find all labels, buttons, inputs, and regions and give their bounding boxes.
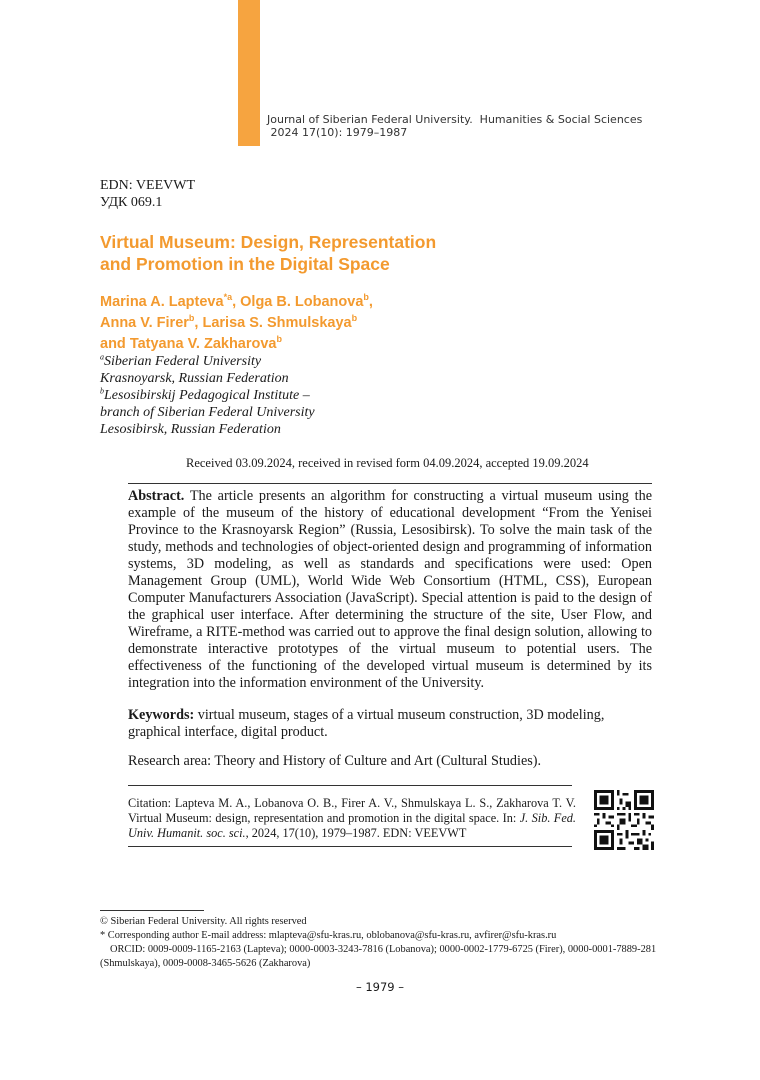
affiliation-text: Lesosibirskij Pedagogical Institute – [104, 388, 310, 403]
divider [128, 846, 572, 847]
keywords [128, 707, 652, 741]
author-line-2 [100, 313, 520, 334]
author-name: Tatyana V. Zakharova [129, 336, 277, 352]
orange-accent-bar [238, 0, 260, 146]
author-marker: b [363, 292, 369, 303]
footnotes [100, 915, 682, 971]
citation [128, 796, 576, 841]
footnote-divider [100, 910, 204, 911]
author-name: Olga B. Lobanova [240, 294, 364, 310]
affiliation-b-line-2: branch of Siberian Federal University [100, 405, 315, 420]
author-and: and [100, 336, 130, 352]
abstract-text: The article presents an algorithm for constructing a virtual museum using the example of the museum of the history of educational development “From the Yenisei Province to the Krasnoyarsk Region” (Russia, Lesosibirsk). To solve the main task of the study, methods and technologies of object-oriented design and programming of information systems, 3D modeling, as well as standards and specifications were used: Open Management Group (UML), World Wide Web Consortium (HTML, CSS), European Computer Manufacturers Association (JavaScript). Special attention is paid to the design of the graphical user interface. After determining the structure of the site, User Flow, and Wireframe, a RITE-method was carried out to approve the final design solution, allowing to demonstrate interactive prototypes of the virtual museum to potential users. The effectiveness of the functioning of the developed virtual museum is determined by its integration into the information environment of the University. [128, 488, 652, 691]
author-name: Anna V. Firer [100, 315, 189, 331]
abstract [128, 488, 652, 692]
affiliation-b-line-3: Lesosibirsk, Russian Federation [100, 422, 281, 437]
citation-text: , 2024, 17(10), 1979–1987. EDN: VEEVWT [245, 826, 467, 840]
journal-header [267, 113, 642, 139]
author-marker: b [188, 313, 195, 324]
title-line-1: Virtual Museum: Design, Representation [100, 232, 437, 252]
author-marker: *a [223, 292, 233, 303]
abstract-label: Abstract. [128, 488, 185, 504]
keywords-text: virtual museum, stages of a virtual museum construction, 3D modeling, graphical interface, digital product. [128, 707, 605, 740]
affiliations [100, 353, 315, 438]
citation-journal: J. Sib. Fed. Univ. Humanit. soc. sci. [128, 811, 576, 840]
author-name: Larisa S. Shmulskaya [202, 315, 352, 331]
divider [128, 483, 652, 484]
affiliation-text: Siberian Federal University [104, 354, 262, 369]
author-separator: , [368, 294, 373, 310]
copyright-note: © Siberian Federal University. All rights reserved [100, 916, 307, 927]
research-area: Research area: Theory and History of Culture and Art (Cultural Studies). [128, 753, 542, 769]
author-marker: b [276, 334, 282, 345]
author-marker: b [351, 313, 358, 324]
udk-code: УДК 069.1 [100, 195, 163, 210]
received-dates: Received 03.09.2024, received in revised form 04.09.2024, accepted 19.09.2024 [186, 456, 589, 470]
author-list [100, 292, 520, 355]
orcid-note: ORCID: 0009-0009-1165-2163 (Lapteva); 0000-0003-3243-7816 (Lobanova); 0000-0002-1779-6725 (Firer), 0000-0001-7889-281 (Shmulskaya), 0009-0008-3465-5626 (Zakharova) [100, 944, 657, 969]
journal-line-2: 2024 17(10): 1979–1987 [267, 126, 408, 139]
author-separator: , [194, 315, 203, 331]
page-number: – 1979 – [355, 980, 405, 994]
author-name: Marina A. Lapteva [100, 294, 224, 310]
author-line-1 [100, 292, 520, 313]
qr-code [594, 790, 654, 850]
affiliation-a-line-1 [100, 353, 315, 370]
journal-line-1: Journal of Siberian Federal University. Humanities & Social Sciences [267, 113, 643, 126]
edn-code: EDN: VEEVWT [100, 178, 195, 193]
affiliation-a-line-2: Krasnoyarsk, Russian Federation [100, 371, 289, 386]
corresponding-author-note: * Corresponding author E-mail address: mlapteva@sfu-kras.ru, oblobanova@sfu-kras.ru, avfirer@sfu-kras.ru [100, 930, 557, 941]
affiliation-b-line-1 [100, 387, 315, 404]
title-line-2: and Promotion in the Digital Space [100, 254, 390, 274]
divider [128, 785, 572, 786]
author-line-3 [100, 334, 520, 355]
keywords-label: Keywords: [128, 707, 195, 723]
article-ids [100, 177, 195, 211]
author-separator: , [232, 294, 241, 310]
citation-text: Citation: Lapteva M. A., Lobanova O. B., Firer A. V., Shmulskaya L. S., Zakharova T. V. Virtual Museum: design, representation and promotion in the digital space. In: [128, 796, 576, 825]
affiliation-marker: b [100, 386, 104, 396]
affiliation-marker: a [100, 352, 104, 362]
article-title [100, 231, 520, 275]
